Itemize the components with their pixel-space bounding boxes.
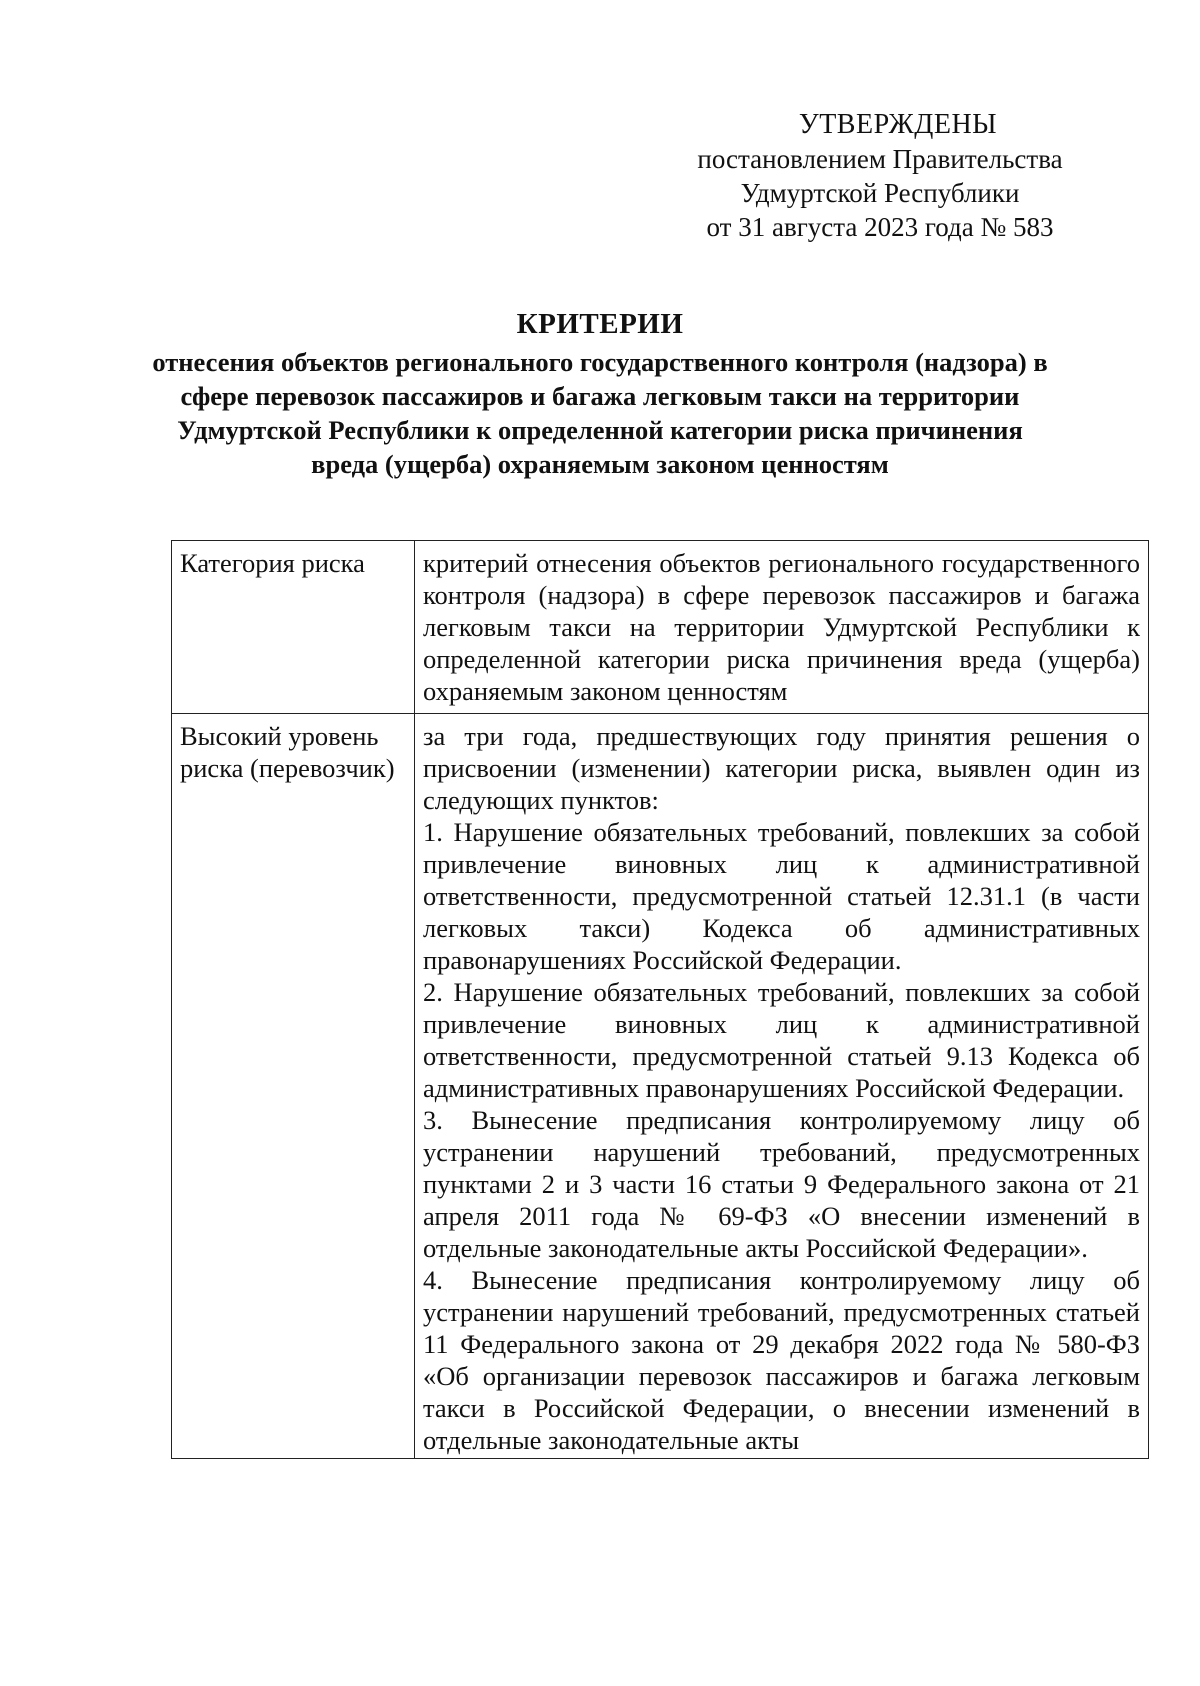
header-criterion-cell: критерий отнесения объектов регионального государственного контроля (надзора) в сфере перевозок пассажиров и багажа легковым такси на территории Удмуртской Республики к определенной категории риска причинения вреда (ущерба) охраняемым законом ценностям — [415, 541, 1149, 714]
table-row — [172, 714, 1149, 1459]
approval-stamp — [640, 108, 1120, 244]
criterion-intro: за три года, предшествующих году принятия решения о присвоении (изменении) категории риска, выявлен один из следующих пунктов: — [423, 721, 1140, 815]
criterion-item-4: 4. Вынесение предписания контролируемому лицу об устранении нарушений требований, предусмотренных статьей 11 Федерального закона от 29 декабря 2022 года № 580-ФЗ «Об организации перевозок пассажиров и багажа легковым такси в Российской Федерации, о внесении изменений в отдельные законодательные акты — [423, 1265, 1140, 1455]
approval-heading: УТВЕРЖДЕНЫ — [798, 109, 998, 140]
header-category-cell: Категория риска — [172, 541, 415, 714]
document-subtitle: отнесения объектов регионального государственного контроля (надзора) в сфере перевозок пассажиров и багажа легковым такси на территории Удмуртской Республики к определенной категории риска причинения вреда (ущерба) охраняемым законом ценностям — [152, 347, 1048, 479]
document-title-block — [150, 305, 1050, 481]
approval-line-resolution: постановлением Правительства — [697, 144, 1063, 174]
approval-line-date: от 31 августа 2023 года № 583 — [706, 212, 1054, 242]
approval-line-region: Удмуртской Республики — [740, 178, 1020, 208]
row-category-cell: Высокий уровень риска (перевозчик) — [172, 714, 415, 1459]
criteria-table — [171, 540, 1149, 1459]
row-criterion-cell — [415, 714, 1149, 1459]
criterion-item-3: 3. Вынесение предписания контролируемому лицу об устранении нарушений требований, предусмотренных пунктами 2 и 3 части 16 статьи 9 Федерального закона от 21 апреля 2011 года № 69-ФЗ «О внесении изменений в отдельные законодательные акты Российской Федерации». — [423, 1105, 1140, 1263]
criterion-item-2: 2. Нарушение обязательных требований, повлекших за собой привлечение виновных лиц к административной ответственности, предусмотренной статьей 9.13 Кодекса об административных правонарушениях Российской Федерации. — [423, 977, 1140, 1103]
criterion-item-1: 1. Нарушение обязательных требований, повлекших за собой привлечение виновных лиц к административной ответственности, предусмотренной статьей 12.31.1 (в части легковых такси) Кодекса об административных правонарушениях Российской Федерации. — [423, 817, 1140, 975]
document-title: КРИТЕРИИ — [516, 308, 684, 340]
table-header-row — [172, 541, 1149, 714]
